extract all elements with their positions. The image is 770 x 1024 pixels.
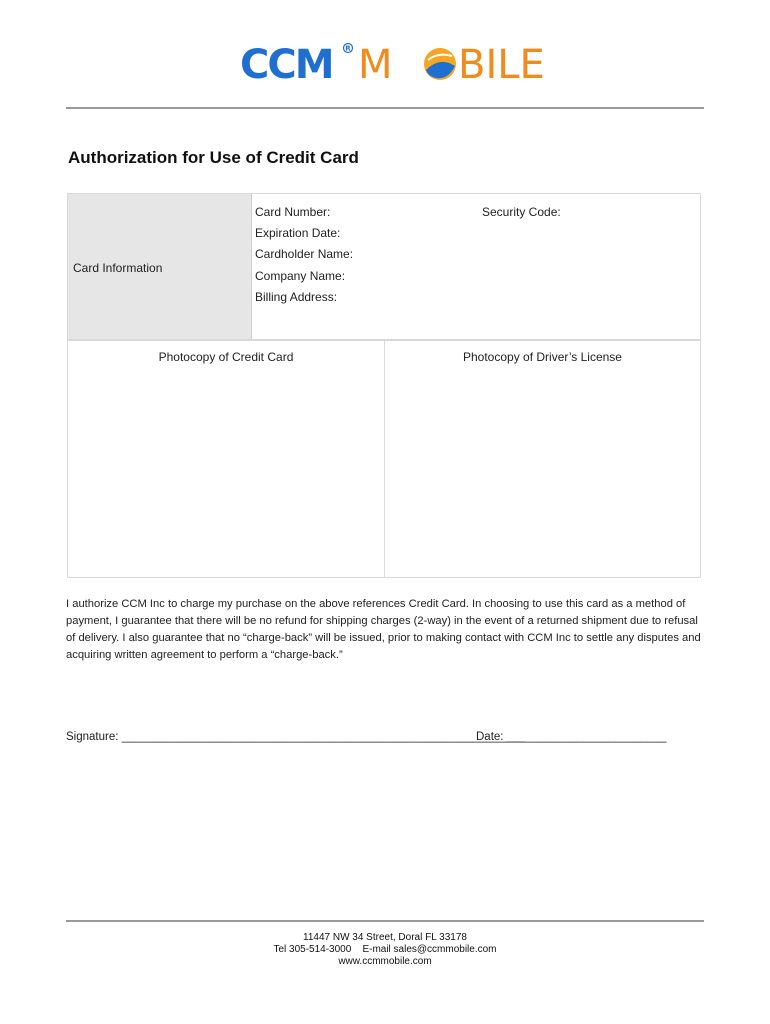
security-code-field: Security Code: (482, 205, 561, 219)
company-name-field: Company Name: (255, 269, 346, 283)
ccm-mobile-logo (240, 40, 550, 85)
form-title: Authorization for Use of Credit Card (68, 148, 359, 167)
card-information-label-cell (68, 194, 252, 339)
card-number-field: Card Number: (255, 205, 331, 219)
card-information-label: Card Information (73, 261, 163, 275)
billing-address-field: Billing Address: (255, 290, 338, 304)
footer-email: E-mail sales@ccmmobile.com (362, 944, 497, 955)
footer-website: www.ccmmobile.com (338, 956, 432, 967)
header-divider (66, 107, 704, 109)
logo-m-text: M (358, 42, 393, 85)
footer-address: 11447 NW 34 Street, Doral FL 33178 (303, 932, 467, 943)
footer-tel: Tel 305-514-3000 (273, 944, 352, 955)
expiration-date-field: Expiration Date: (255, 226, 341, 240)
credit-card-photocopy-box (67, 340, 385, 578)
date-line: Date: _________________________ (476, 731, 667, 743)
card-information-table (67, 193, 701, 340)
drivers-license-photocopy-box (384, 340, 701, 578)
logo-ccm-text: CCM (240, 42, 333, 85)
signature-line: Signature: _______________________________________________________________ (66, 731, 525, 743)
logo-bile-text: BILE (458, 42, 545, 85)
drivers-license-photocopy-label: Photocopy of Driver’s License (463, 350, 622, 364)
cardholder-name-field: Cardholder Name: (255, 247, 354, 261)
footer-divider (66, 920, 704, 922)
svg-text:R: R (345, 44, 351, 53)
authorization-paragraph: I authorize CCM Inc to charge my purchase on the above references Credit Card. In choosing to use this card as a method of payment, I guarantee that there will be no refund for shipping charges (2-way) in the event of a returned shipment due to refusal of delivery. I also guarantee that no “charge-back” will be issued, prior to making contact with CCM Inc to settle any disputes and acquiring written agreement to perform a “charge-back.” (66, 598, 701, 661)
credit-card-photocopy-label: Photocopy of Credit Card (158, 350, 294, 364)
globe-icon (424, 48, 456, 80)
footer (0, 932, 770, 968)
